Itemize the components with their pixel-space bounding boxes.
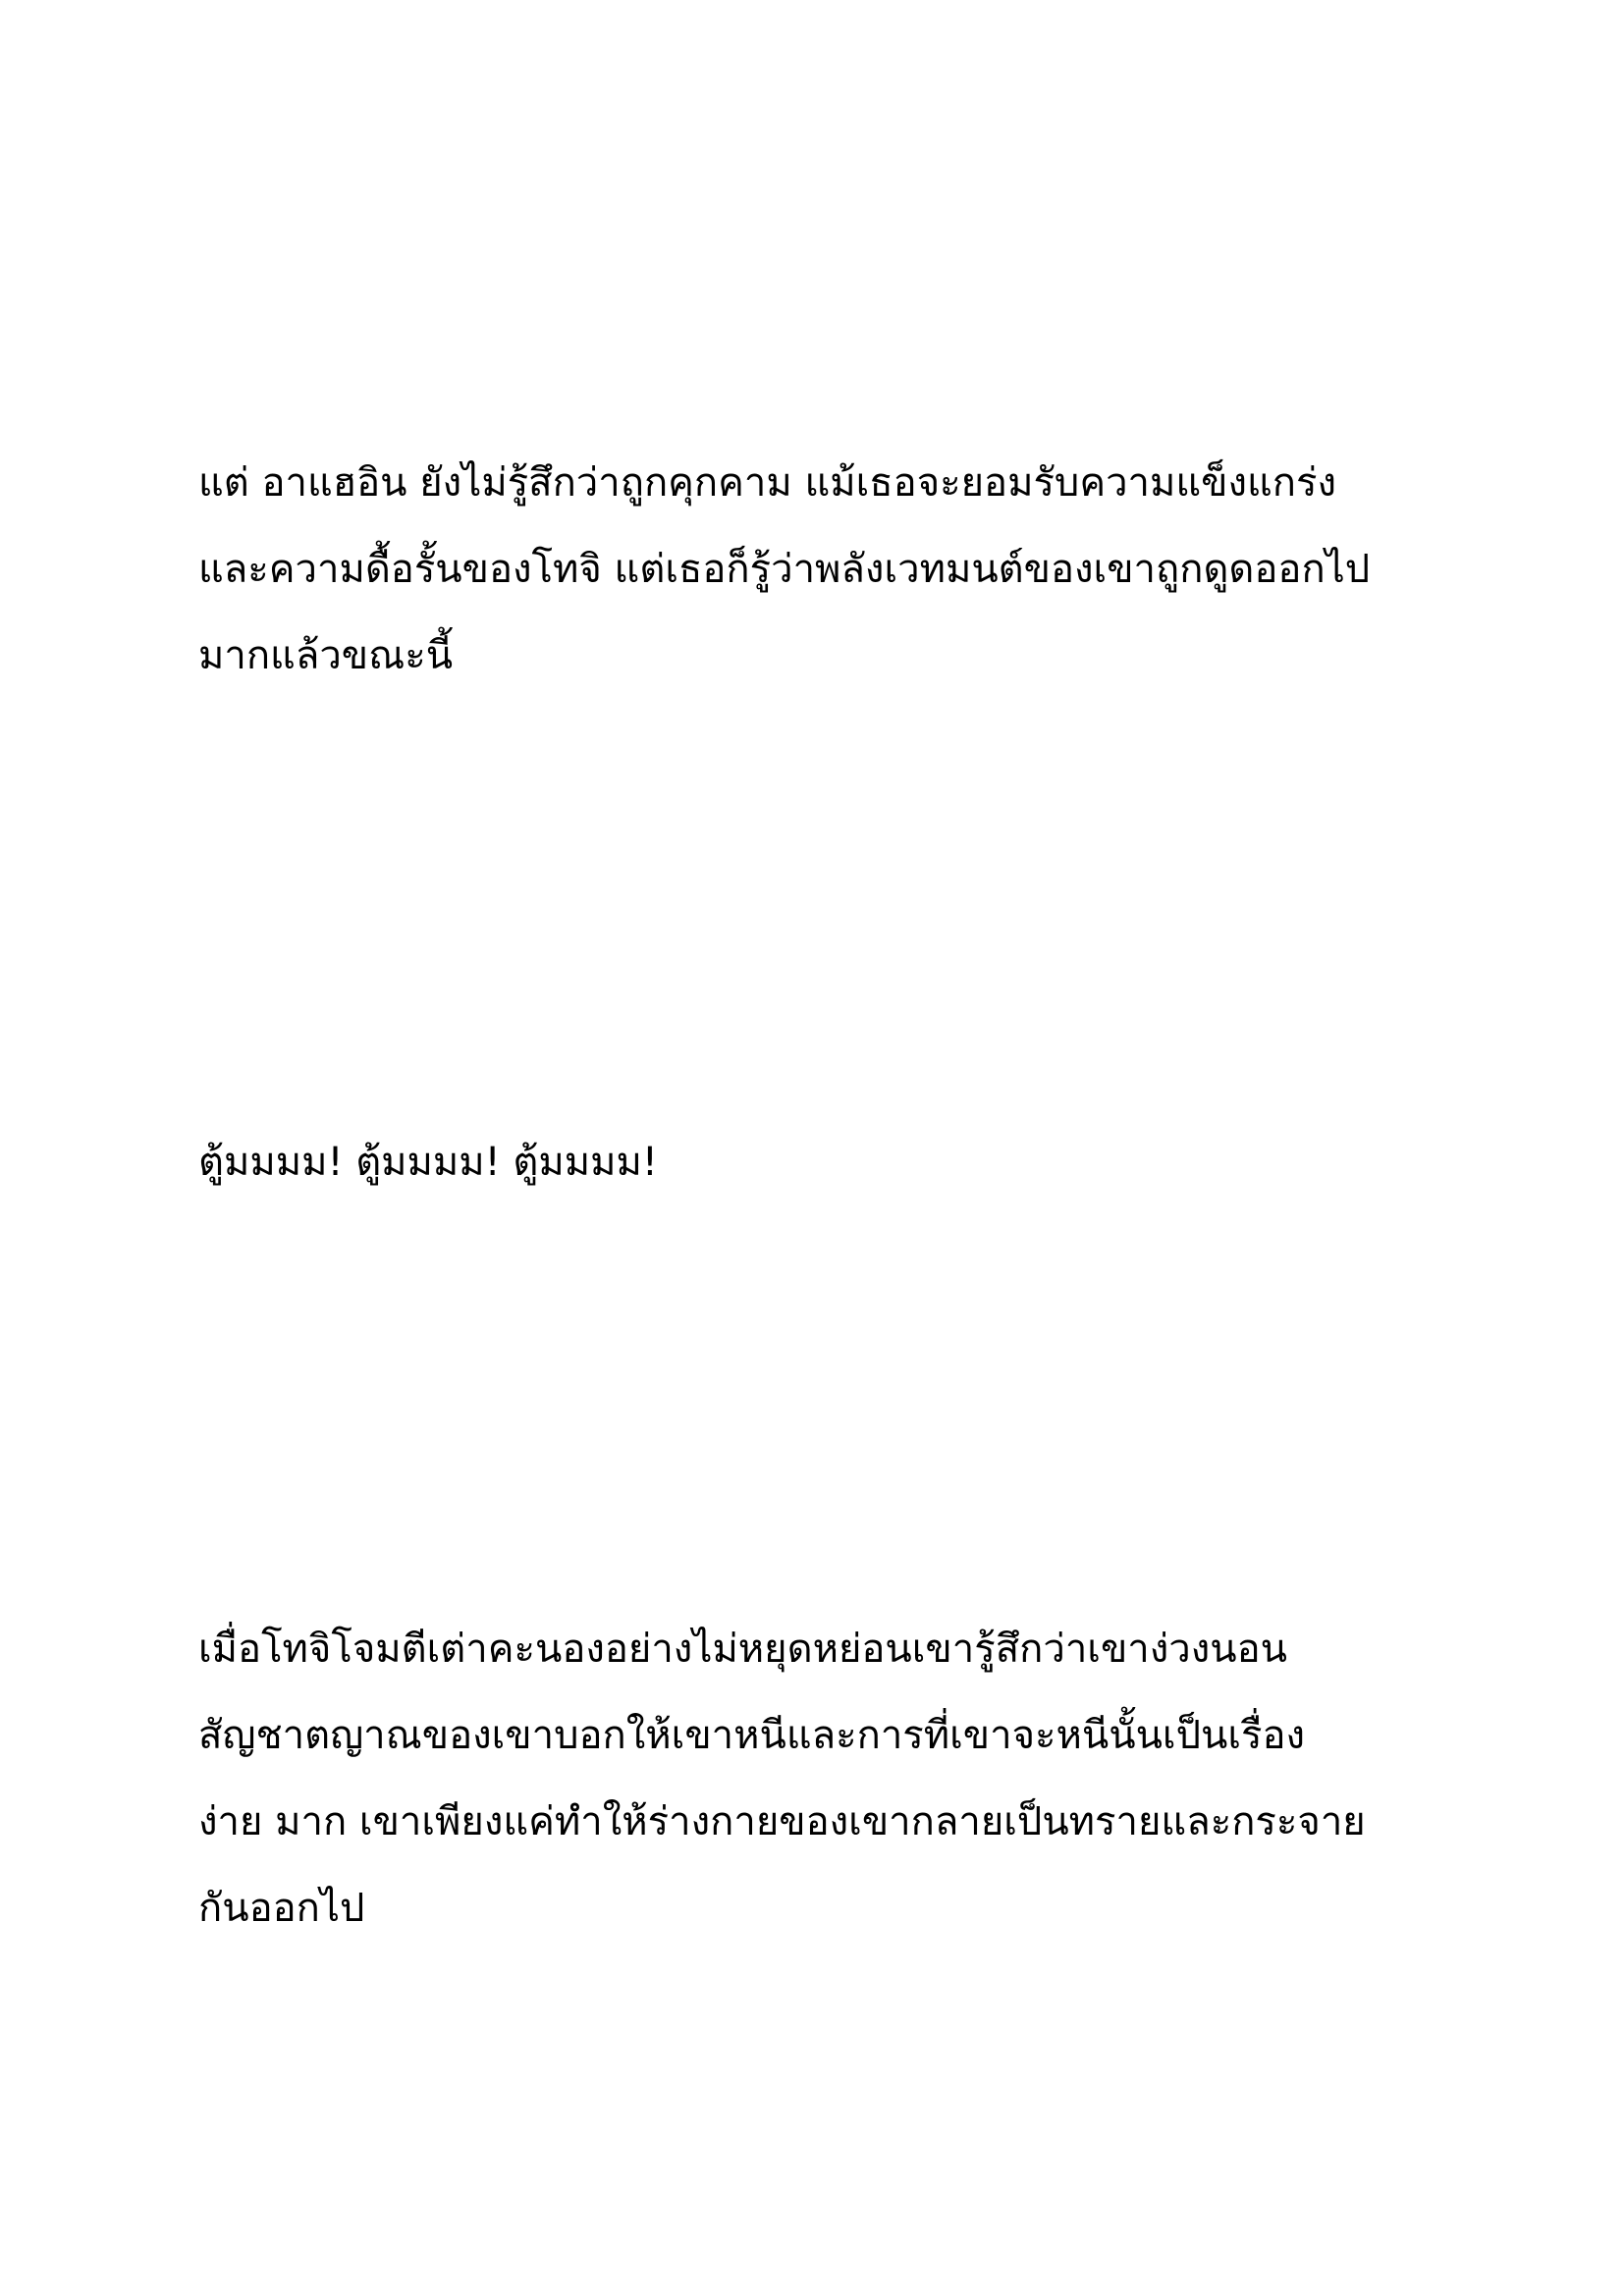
paragraph-2	[198, 1119, 1475, 1205]
paragraph-line: ตู้มมมม! ตู้มมมม! ตู้มมมม!	[198, 1140, 658, 1185]
paragraph-line: ง่าย มาก เขาเพียงแค่ทำให้ร่างกายของเขากลายเป็นทรายและกระจาย	[198, 1799, 1366, 1844]
paragraph-3	[198, 1606, 1475, 1951]
paragraph-line: เมื่อโทจิโจมตีเต่าคะนองอย่างไม่หยุดหย่อนเขารู้สึกว่าเขาง่วงนอน	[198, 1627, 1287, 1672]
paragraph-line: แต่ อาแฮอิน ยังไม่รู้สึกว่าถูกคุกคาม แม้เธอจะยอมรับความแข็งแกร่ง	[198, 460, 1337, 506]
paragraph-line: มากแล้วขณะนี้	[198, 633, 454, 678]
paragraph-line: กันออกไป	[198, 1886, 365, 1931]
paragraph-1	[198, 440, 1475, 699]
paragraph-line: สัญชาตญาณของเขาบอกให้เขาหนีและการที่เขาจะหนีนั้นเป็นเรื่อง	[198, 1713, 1306, 1758]
paragraph-line: และความดื้อรั้นของโทจิ แต่เธอก็รู้ว่าพลังเวทมนต์ของเขาถูกดูดออกไป	[198, 547, 1371, 592]
